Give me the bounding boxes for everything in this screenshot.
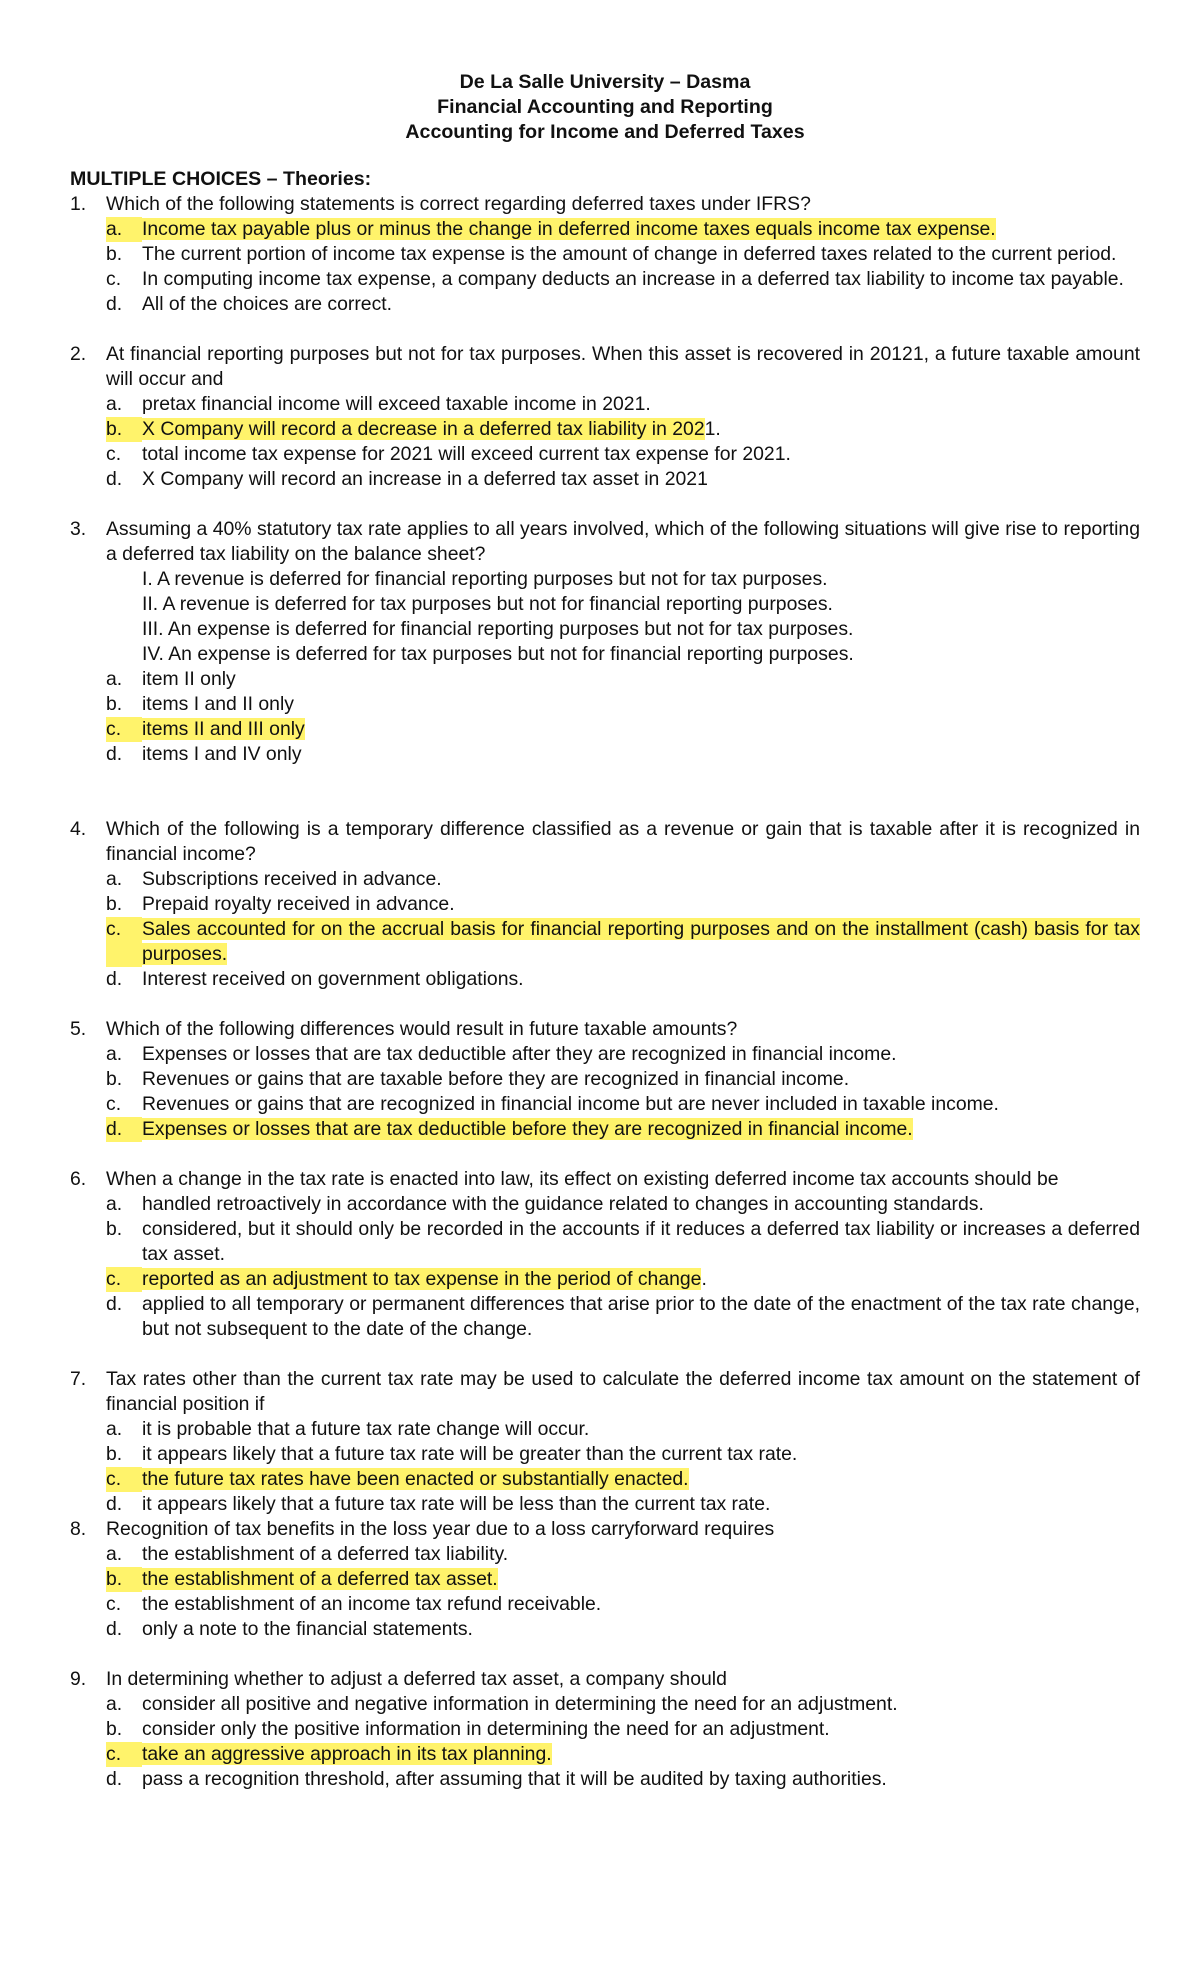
question-number: 7. bbox=[70, 1368, 87, 1390]
choice-letter: a. bbox=[106, 1543, 123, 1565]
choice-a bbox=[106, 667, 1140, 692]
choice-text: item II only bbox=[142, 668, 236, 690]
choice-letter: c. bbox=[106, 1593, 122, 1615]
topic-title: Accounting for Income and Deferred Taxes bbox=[405, 121, 805, 143]
question-1 bbox=[70, 192, 1140, 317]
question-text: Recognition of tax benefits in the loss year due to a loss carryforward requires bbox=[106, 1518, 775, 1540]
choice-text: X Company will record an increase in a deferred tax asset in 2021 bbox=[142, 468, 708, 490]
question-number: 1. bbox=[70, 193, 87, 215]
choice-a bbox=[106, 392, 1140, 417]
question-number: 8. bbox=[70, 1518, 87, 1540]
choice-d bbox=[106, 742, 1140, 767]
choice-text bbox=[142, 1117, 1140, 1142]
choice-text: total income tax expense for 2021 will exceed current tax expense for 2021. bbox=[142, 443, 791, 465]
highlighted-answer: reported as an adjustment to tax expense in the period of change bbox=[142, 1268, 702, 1290]
choice-text: the establishment of an income tax refund receivable. bbox=[142, 1593, 602, 1615]
choice-letter: b. bbox=[106, 1068, 123, 1090]
choice-text: In computing income tax expense, a company deducts an increase in a deferred tax liability to income tax payable. bbox=[142, 268, 1124, 290]
roman-statement: IV. An expense is deferred for tax purposes but not for financial reporting purposes. bbox=[142, 643, 854, 665]
question-7 bbox=[70, 1367, 1140, 1517]
choice-d bbox=[106, 967, 1140, 992]
choice-text: items I and IV only bbox=[142, 743, 302, 765]
question-5 bbox=[70, 1017, 1140, 1142]
question-text: In determining whether to adjust a deferred tax asset, a company should bbox=[106, 1668, 727, 1690]
highlighted-answer: the establishment of a deferred tax asset. bbox=[142, 1568, 498, 1590]
choice-text: The current portion of income tax expense is the amount of change in deferred taxes related to the current period. bbox=[142, 243, 1117, 265]
choice-d bbox=[106, 1767, 1140, 1792]
question-stem bbox=[70, 517, 1140, 567]
question-number: 5. bbox=[70, 1018, 87, 1040]
roman-statement: II. A revenue is deferred for tax purposes but not for financial reporting purposes. bbox=[142, 593, 833, 615]
choice-letter: d. bbox=[106, 1618, 123, 1640]
question-stem bbox=[70, 192, 1140, 217]
choice-b bbox=[106, 1717, 1140, 1742]
choice-text bbox=[142, 1267, 1140, 1292]
choice-letter: d. bbox=[106, 1117, 142, 1142]
choice-letter: a. bbox=[106, 868, 123, 890]
choice-letter: d. bbox=[106, 968, 123, 990]
choice-text: All of the choices are correct. bbox=[142, 293, 393, 315]
question-4 bbox=[70, 817, 1140, 992]
choice-letter: b. bbox=[106, 417, 142, 442]
choice-d bbox=[106, 292, 1140, 317]
choice-letter: b. bbox=[106, 1567, 142, 1592]
choice-letter: c. bbox=[106, 717, 142, 742]
choice-letter: c. bbox=[106, 1093, 122, 1115]
choice-text: it is probable that a future tax rate change will occur. bbox=[142, 1418, 590, 1440]
choice-text: handled retroactively in accordance with the guidance related to changes in accounting standards. bbox=[142, 1193, 984, 1215]
choice-a bbox=[106, 1692, 1140, 1717]
choice-c bbox=[106, 1467, 1140, 1492]
choice-text bbox=[142, 1467, 1140, 1492]
choice-letter: c. bbox=[106, 1742, 142, 1767]
question-text: Assuming a 40% statutory tax rate applies to all years involved, which of the following situations will give rise to reporting a deferred tax liability on the balance sheet? bbox=[106, 518, 1140, 565]
choice-text bbox=[142, 1742, 1140, 1767]
question-stem bbox=[70, 1017, 1140, 1042]
choice-letter: b. bbox=[106, 693, 123, 715]
choice-letter: b. bbox=[106, 243, 123, 265]
choice-c bbox=[106, 717, 1140, 742]
choice-a bbox=[106, 867, 1140, 892]
question-9 bbox=[70, 1667, 1140, 1792]
choice-letter: d. bbox=[106, 1493, 123, 1515]
highlighted-answer: items II and III only bbox=[142, 718, 305, 740]
highlighted-answer: X Company will record a decrease in a deferred tax liability in 202 bbox=[142, 418, 705, 440]
document-page bbox=[70, 70, 1140, 1792]
choice-b bbox=[106, 692, 1140, 717]
question-text: Which of the following differences would result in future taxable amounts? bbox=[106, 1018, 738, 1040]
choice-c bbox=[106, 917, 1140, 967]
choice-text bbox=[142, 1567, 1140, 1592]
choice-letter: c. bbox=[106, 917, 142, 967]
question-text: Which of the following statements is correct regarding deferred taxes under IFRS? bbox=[106, 193, 811, 215]
choice-letter: d. bbox=[106, 1768, 123, 1790]
choice-letter: b. bbox=[106, 893, 123, 915]
choice-c bbox=[106, 267, 1140, 292]
question-number: 4. bbox=[70, 818, 87, 840]
choice-text: items I and II only bbox=[142, 693, 294, 715]
choice-d bbox=[106, 467, 1140, 492]
choice-text: Subscriptions received in advance. bbox=[142, 868, 442, 890]
choice-c bbox=[106, 442, 1140, 467]
choice-c bbox=[106, 1592, 1140, 1617]
section-title: MULTIPLE CHOICES – Theories: bbox=[70, 168, 372, 190]
choice-c bbox=[106, 1742, 1140, 1767]
choice-b bbox=[106, 1217, 1140, 1267]
choice-b bbox=[106, 1442, 1140, 1467]
question-3 bbox=[70, 517, 1140, 767]
university-name: De La Salle University – Dasma bbox=[459, 71, 751, 93]
document-header bbox=[70, 70, 1140, 145]
answer-suffix: 1. bbox=[704, 418, 721, 440]
choice-text: Revenues or gains that are recognized in financial income but are never included in taxable income. bbox=[142, 1093, 999, 1115]
question-stem bbox=[70, 342, 1140, 392]
choice-letter: a. bbox=[106, 217, 142, 242]
choice-letter: a. bbox=[106, 1693, 123, 1715]
choice-c bbox=[106, 1267, 1140, 1292]
choice-letter: c. bbox=[106, 443, 122, 465]
choice-text bbox=[142, 917, 1140, 967]
choice-text: Revenues or gains that are taxable before they are recognized in financial income. bbox=[142, 1068, 850, 1090]
question-stem bbox=[70, 1367, 1140, 1417]
choice-letter: a. bbox=[106, 1193, 123, 1215]
question-text: Tax rates other than the current tax rate may be used to calculate the deferred income tax amount on the statement of financial position if bbox=[106, 1368, 1140, 1415]
question-2 bbox=[70, 342, 1140, 492]
highlighted-answer: Expenses or losses that are tax deductible before they are recognized in financial income. bbox=[142, 1118, 913, 1140]
choice-d bbox=[106, 1617, 1140, 1642]
question-number: 3. bbox=[70, 518, 87, 540]
choice-d bbox=[106, 1117, 1140, 1142]
question-stem bbox=[70, 1517, 1140, 1542]
choice-text: Prepaid royalty received in advance. bbox=[142, 893, 455, 915]
choice-text: pass a recognition threshold, after assuming that it will be audited by taxing authorities. bbox=[142, 1768, 887, 1790]
question-stem bbox=[70, 1167, 1140, 1192]
choice-letter: c. bbox=[106, 268, 122, 290]
question-text: When a change in the tax rate is enacted into law, its effect on existing deferred income tax accounts should be bbox=[106, 1168, 1059, 1190]
choice-a bbox=[106, 1542, 1140, 1567]
question-stem bbox=[70, 1667, 1140, 1692]
choice-b bbox=[106, 1567, 1140, 1592]
highlighted-answer: Income tax payable plus or minus the change in deferred income taxes equals income tax expense. bbox=[142, 218, 996, 240]
choice-d bbox=[106, 1492, 1140, 1517]
question-number: 9. bbox=[70, 1668, 87, 1690]
choice-b bbox=[106, 1067, 1140, 1092]
question-text: Which of the following is a temporary difference classified as a revenue or gain that is taxable after it is recognized in financial income? bbox=[106, 818, 1140, 865]
choice-b bbox=[106, 892, 1140, 917]
choice-text: Expenses or losses that are tax deductible after they are recognized in financial income. bbox=[142, 1043, 897, 1065]
choice-text: Interest received on government obligations. bbox=[142, 968, 524, 990]
choice-text bbox=[142, 417, 1140, 442]
choice-a bbox=[106, 1417, 1140, 1442]
choice-b bbox=[106, 417, 1140, 442]
choice-d bbox=[106, 1292, 1140, 1342]
question-8 bbox=[70, 1517, 1140, 1642]
choice-text: considered, but it should only be recorded in the accounts if it reduces a deferred tax liability or increases a deferred tax asset. bbox=[142, 1218, 1140, 1265]
choice-text: consider only the positive information in determining the need for an adjustment. bbox=[142, 1718, 830, 1740]
choice-letter: c. bbox=[106, 1267, 142, 1292]
choice-text: pretax financial income will exceed taxable income in 2021. bbox=[142, 393, 651, 415]
choice-letter: a. bbox=[106, 1418, 123, 1440]
choice-c bbox=[106, 1092, 1140, 1117]
choice-text: applied to all temporary or permanent differences that arise prior to the date of the enactment of the tax rate change, but not subsequent to the date of the change. bbox=[142, 1293, 1140, 1340]
choice-letter: b. bbox=[106, 1443, 123, 1465]
choice-letter: d. bbox=[106, 293, 123, 315]
highlighted-answer: take an aggressive approach in its tax planning. bbox=[142, 1743, 552, 1765]
choice-text bbox=[142, 217, 1140, 242]
course-title: Financial Accounting and Reporting bbox=[437, 96, 773, 118]
choice-letter: d. bbox=[106, 1293, 123, 1315]
question-stem bbox=[70, 817, 1140, 867]
choice-a bbox=[106, 217, 1140, 242]
roman-statement: III. An expense is deferred for financial reporting purposes but not for tax purposes. bbox=[142, 618, 854, 640]
choice-letter: d. bbox=[106, 468, 123, 490]
choice-text: only a note to the financial statements. bbox=[142, 1618, 473, 1640]
choice-b bbox=[106, 242, 1140, 267]
answer-suffix: . bbox=[701, 1268, 707, 1290]
roman-statement: I. A revenue is deferred for financial reporting purposes but not for tax purposes. bbox=[142, 568, 828, 590]
choice-text: consider all positive and negative information in determining the need for an adjustment. bbox=[142, 1693, 898, 1715]
choice-a bbox=[106, 1042, 1140, 1067]
choice-letter: a. bbox=[106, 668, 123, 690]
choice-letter: b. bbox=[106, 1718, 123, 1740]
question-number: 2. bbox=[70, 343, 87, 365]
choice-text: the establishment of a deferred tax liability. bbox=[142, 1543, 509, 1565]
choice-letter: a. bbox=[106, 1043, 123, 1065]
question-6 bbox=[70, 1167, 1140, 1342]
choice-letter: d. bbox=[106, 743, 123, 765]
choice-a bbox=[106, 1192, 1140, 1217]
choice-text: it appears likely that a future tax rate will be less than the current tax rate. bbox=[142, 1493, 771, 1515]
question-list bbox=[70, 192, 1140, 1792]
question-text: At financial reporting purposes but not for tax purposes. When this asset is recovered in 20121, a future taxable amount will occur and bbox=[106, 343, 1140, 390]
choice-text: it appears likely that a future tax rate will be greater than the current tax rate. bbox=[142, 1443, 798, 1465]
choice-letter: c. bbox=[106, 1467, 142, 1492]
choice-text bbox=[142, 717, 1140, 742]
highlighted-answer: the future tax rates have been enacted or substantially enacted. bbox=[142, 1468, 689, 1490]
choice-letter: a. bbox=[106, 393, 123, 415]
choice-letter: b. bbox=[106, 1218, 123, 1240]
highlighted-answer: Sales accounted for on the accrual basis for financial reporting purposes and on the installment (cash) basis for tax purposes. bbox=[142, 918, 1140, 965]
question-number: 6. bbox=[70, 1168, 87, 1190]
